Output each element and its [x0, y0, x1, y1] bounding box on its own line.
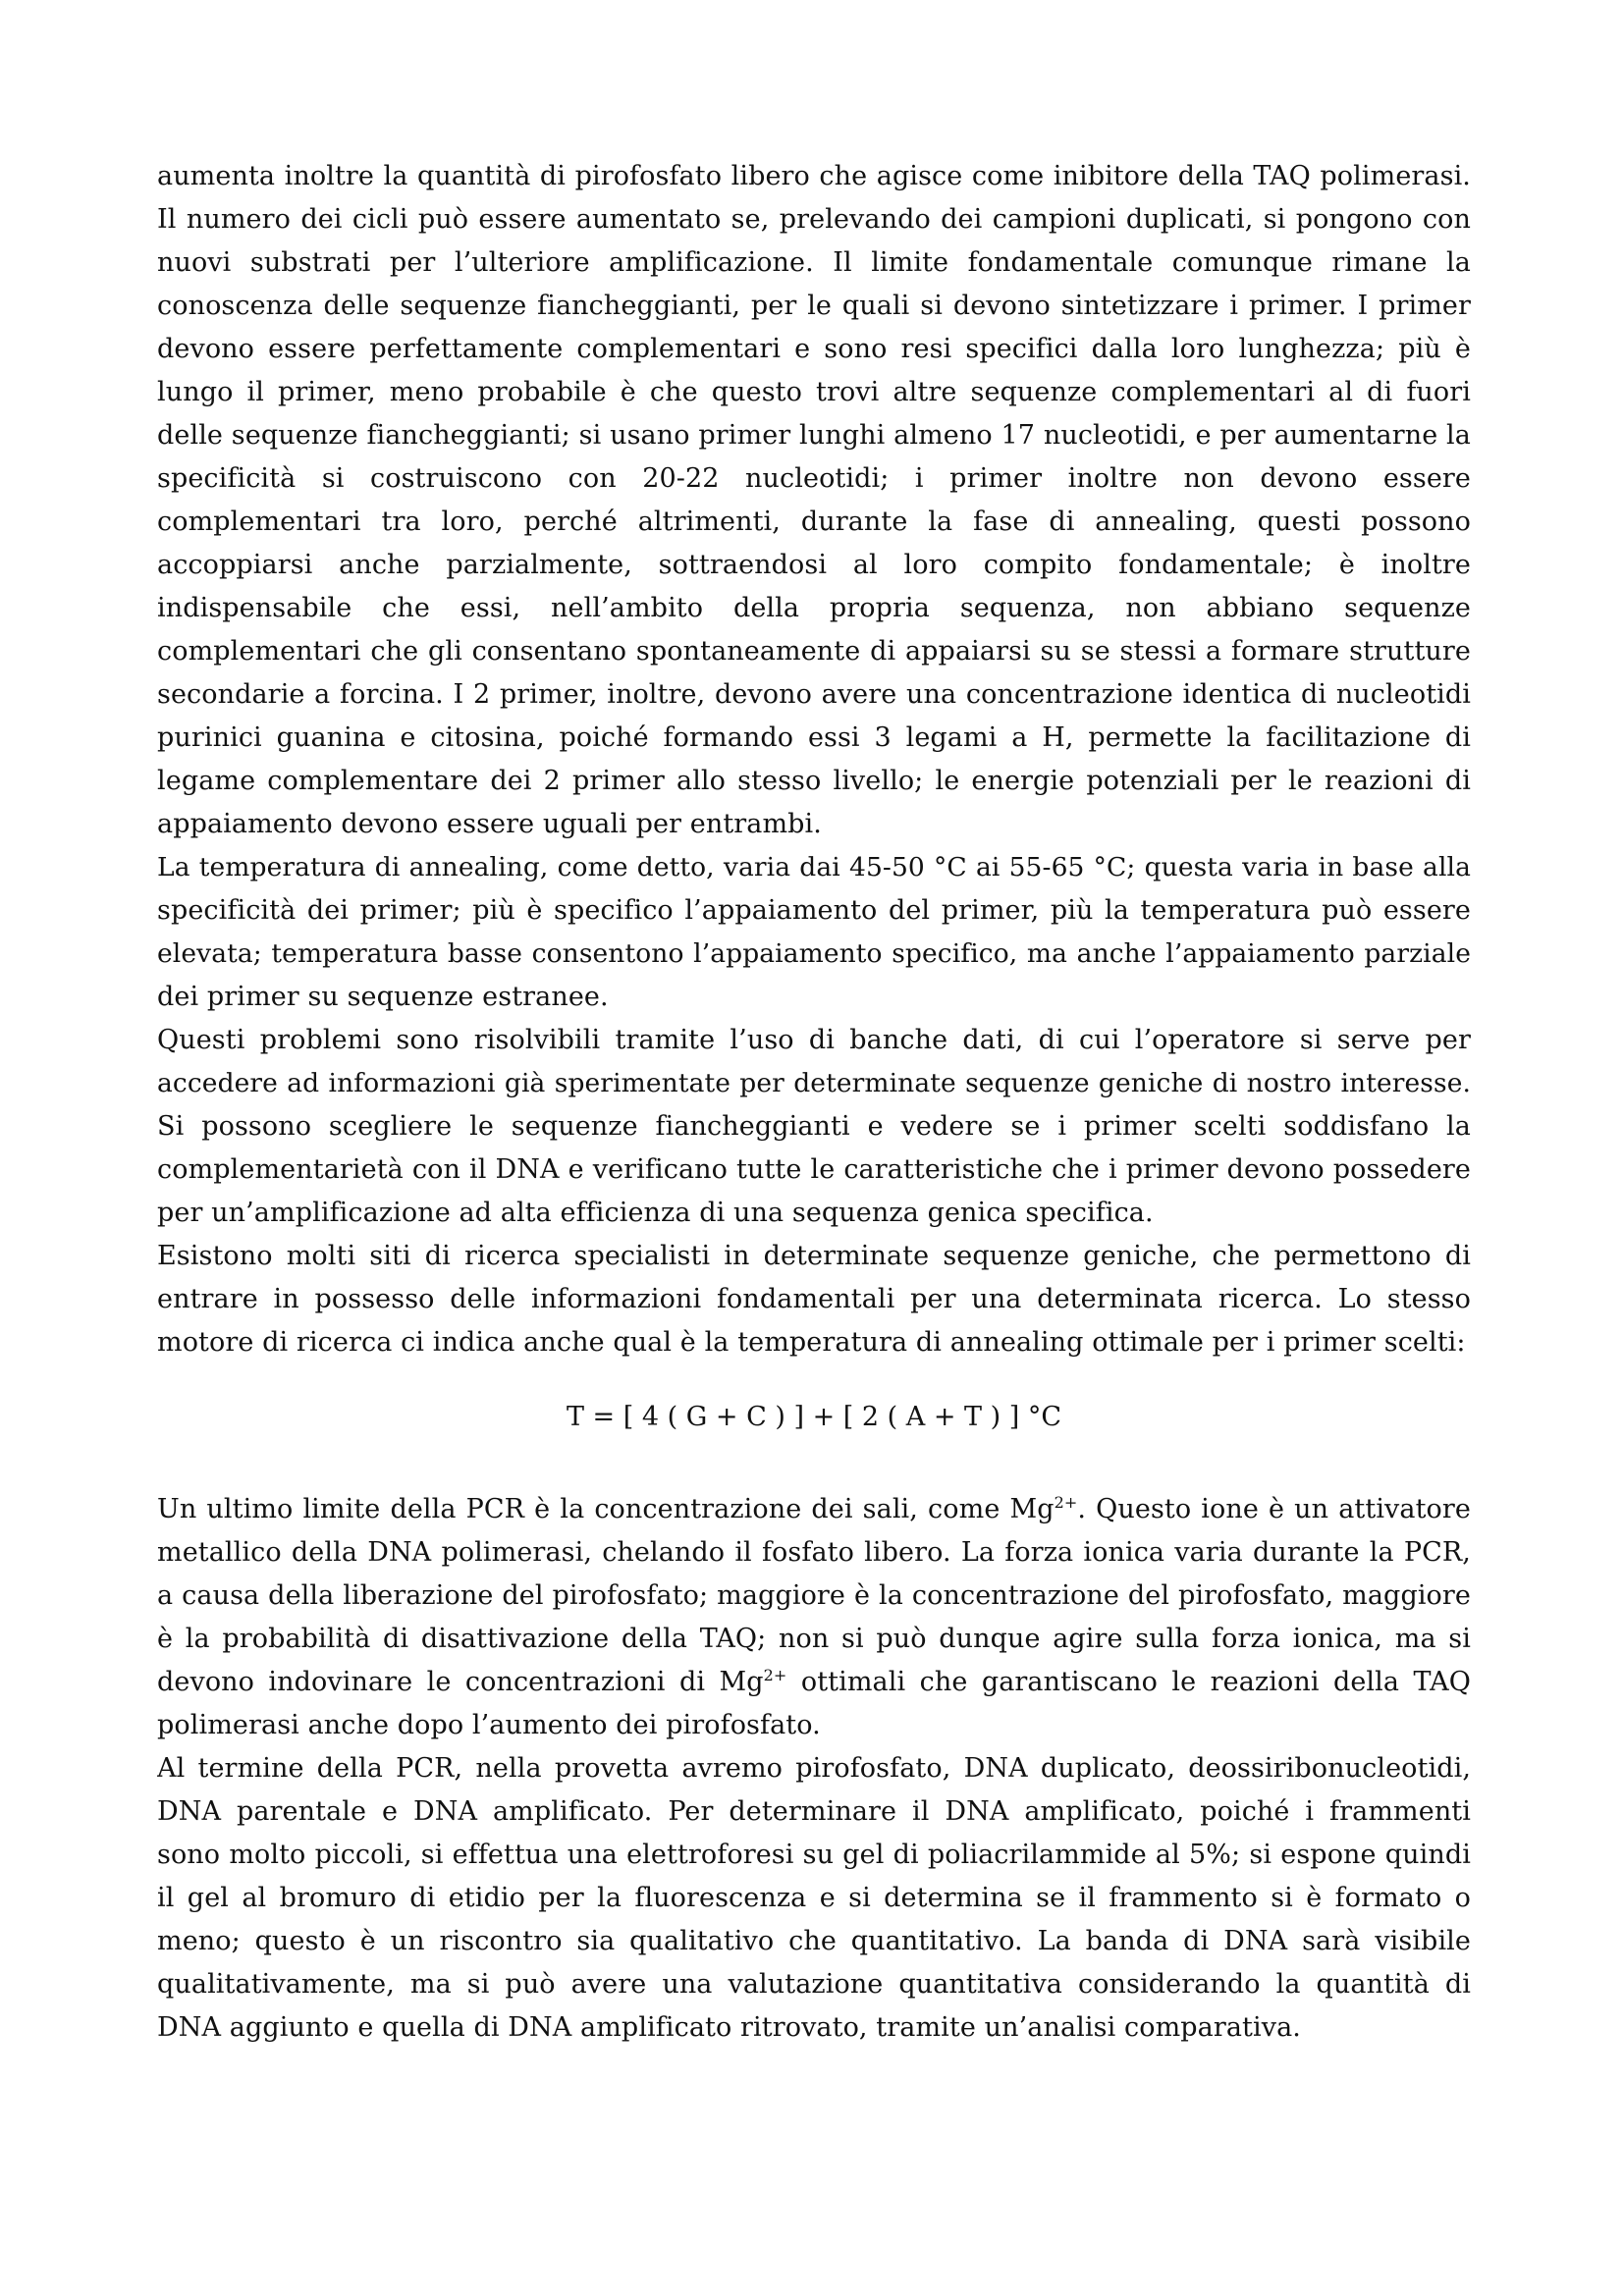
superscript: 2+	[1054, 1493, 1078, 1512]
text-line: metallico della DNA polimerasi, chelando il fosfato libero. La forza ionica varia durante la PCR,	[157, 1537, 1471, 1568]
text-line: appaiamento devono essere uguali per entrambi.	[157, 809, 822, 839]
text-line: complementarietà con il DNA e verificano tutte le caratteristiche che i primer devono possedere	[157, 1154, 1471, 1185]
superscript: 2+	[763, 1666, 787, 1684]
text-line: Il numero dei cicli può essere aumentato se, prelevando dei campioni duplicati, si pongono con	[157, 204, 1471, 235]
text-fragment: Un ultimo limite della PCR è la concentrazione dei sali, come Mg	[157, 1494, 1055, 1524]
text-line: accoppiarsi anche parzialmente, sottraendosi al loro compito fondamentale; è inoltre	[157, 550, 1471, 580]
text-line: legame complementare dei 2 primer allo stesso livello; le energie potenziali per le reazioni di	[157, 766, 1471, 796]
paragraph-mg-ions	[157, 1488, 1471, 1747]
paragraph-annealing-temperature	[157, 846, 1471, 1019]
text-line: qualitativamente, ma si può avere una valutazione quantitativa considerando la quantità di	[157, 1969, 1471, 2000]
text-line: complementari che gli consentano spontaneamente di appaiarsi su se stessi a formare strutture	[157, 636, 1471, 667]
text-line: purinici guanina e citosina, poiché formando essi 3 legami a H, permette la facilitazione di	[157, 722, 1471, 753]
text-line: Esistono molti siti di ricerca specialisti in determinate sequenze geniche, che permettono di	[157, 1241, 1471, 1271]
text-fragment: ottimali che garantiscano le reazioni della TAQ	[786, 1667, 1471, 1697]
text-line: DNA parentale e DNA amplificato. Per determinare il DNA amplificato, poiché i frammenti	[157, 1796, 1471, 1827]
text-line: motore di ricerca ci indica anche qual è la temperatura di annealing ottimale per i primer scelti:	[157, 1327, 1466, 1358]
text-line: lungo il primer, meno probabile è che questo trovi altre sequenze complementari al di fuori	[157, 377, 1471, 407]
text-line: nuovi substrati per l’ulteriore amplificazione. Il limite fondamentale comunque rimane la	[157, 247, 1471, 278]
text-line: è la probabilità di disattivazione della TAQ; non si può dunque agire sulla forza ionica, ma si	[157, 1624, 1471, 1654]
text-line: il gel al bromuro di etidio per la fluorescenza e si determina se il frammento si è formato o	[157, 1883, 1471, 1913]
text-line: Al termine della PCR, nella provetta avremo pirofosfato, DNA duplicato, deossiribonucleotidi,	[157, 1753, 1471, 1784]
text-line	[157, 1488, 1471, 1531]
text-line: complementari tra loro, perché altrimenti, durante la fase di annealing, questi possono	[157, 507, 1471, 537]
text-line: per un’amplificazione ad alta efficienza di una sequenza genica specifica.	[157, 1198, 1154, 1228]
text-line: specificità si costruiscono con 20-22 nucleotidi; i primer inoltre non devono essere	[157, 463, 1471, 494]
paragraph-primer-requirements	[157, 155, 1471, 846]
annealing-formula: T = [ 4 ( G + C ) ] + [ 2 ( A + T ) ] °C	[566, 1402, 1062, 1432]
text-line: aumenta inoltre la quantità di pirofosfato libero che agisce come inibitore della TAQ polimerasi.	[157, 161, 1471, 191]
text-line: La temperatura di annealing, come detto, varia dai 45-50 °C ai 55-65 °C; questa varia in base alla	[157, 852, 1471, 882]
text-line: dei primer su sequenze estranee.	[157, 982, 609, 1012]
text-line: conoscenza delle sequenze fiancheggianti, per le quali si devono sintetizzare i primer. I primer	[157, 291, 1471, 321]
text-line: Si possono scegliere le sequenze fiancheggianti e vedere se i primer scelti soddisfano la	[157, 1111, 1471, 1142]
text-line: devono essere perfettamente complementari e sono resi specifici dalla loro lunghezza; più è	[157, 334, 1471, 364]
text-line: Questi problemi sono risolvibili tramite l’uso di banche dati, di cui l’operatore si serve per	[157, 1025, 1471, 1055]
text-line: entrare in possesso delle informazioni fondamentali per una determinata ricerca. Lo stesso	[157, 1284, 1471, 1314]
text-line: polimerasi anche dopo l’aumento dei pirofosfato.	[157, 1710, 821, 1740]
text-line: indispensabile che essi, nell’ambito della propria sequenza, non abbiano sequenze	[157, 593, 1471, 623]
text-line: sono molto piccoli, si effettua una elettroforesi su gel di poliacrilammide al 5%; si espone quindi	[157, 1840, 1471, 1870]
text-line: secondarie a forcina. I 2 primer, inoltre, devono avere una concentrazione identica di nucleotidi	[157, 679, 1471, 710]
text-line: meno; questo è un riscontro sia qualitativo che quantitativo. La banda di DNA sarà visibile	[157, 1926, 1471, 1956]
text-line	[157, 1661, 1471, 1704]
text-line: elevata; temperatura basse consentono l’appaiamento specifico, ma anche l’appaiamento parziale	[157, 938, 1471, 969]
paragraph-databases	[157, 1019, 1471, 1235]
text-fragment: devono indovinare le concentrazioni di Mg	[157, 1667, 764, 1697]
text-line: specificità dei primer; più è specifico l’appaiamento del primer, più la temperatura può essere	[157, 895, 1471, 926]
text-line: delle sequenze fiancheggianti; si usano primer lunghi almeno 17 nucleotidi, e per aumentarne la	[157, 420, 1471, 451]
text-fragment: . Questo ione è un attivatore	[1077, 1494, 1471, 1524]
paragraph-electrophoresis	[157, 1747, 1471, 2050]
text-line: a causa della liberazione del pirofosfato; maggiore è la concentrazione del pirofosfato, maggiore	[157, 1580, 1471, 1611]
text-line: accedere ad informazioni già sperimentate per determinate sequenze geniche di nostro interesse.	[157, 1068, 1471, 1098]
text-line: DNA aggiunto e quella di DNA amplificato ritrovato, tramite un’analisi comparativa.	[157, 2012, 1301, 2043]
paragraph-search-sites	[157, 1235, 1471, 1364]
